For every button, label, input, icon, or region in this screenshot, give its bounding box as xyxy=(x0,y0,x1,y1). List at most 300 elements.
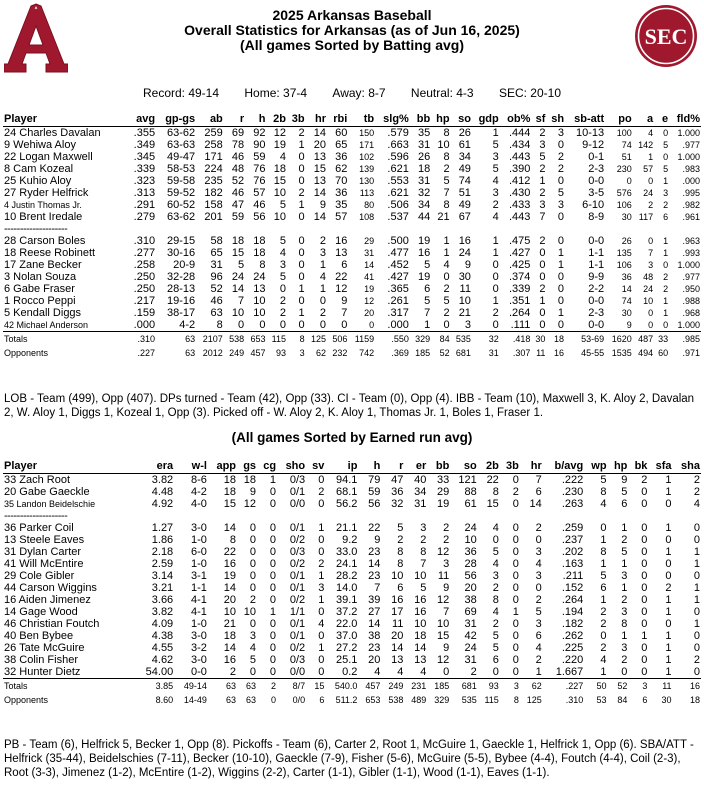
batting-player-name: 8 Cam Kozeal xyxy=(4,163,74,175)
pitching-stat-cell: 18 xyxy=(414,630,427,642)
batting-col-header: gdp xyxy=(472,113,500,127)
pitching-stat-cell: 1 xyxy=(693,618,700,630)
batting-stat-cell: 102 xyxy=(359,152,375,162)
pitching-col-header: gs xyxy=(237,460,257,474)
pitching-col-header: era xyxy=(134,460,174,474)
batting-col-header: po xyxy=(605,113,633,127)
batting-stat-cell: .968 xyxy=(682,308,700,318)
batting-stat-cell: .345 xyxy=(133,151,156,163)
batting-col-header: hr xyxy=(306,113,327,127)
pitching-stat-cell: 1 xyxy=(665,474,672,486)
pitching-stat-cell: 0 xyxy=(641,498,648,510)
pitching-stat-cell: .211 xyxy=(562,570,584,582)
pitching-stat-cell: 1 xyxy=(269,474,277,486)
batting-stat-cell: 76 xyxy=(253,163,266,175)
batting-col-header: ob% xyxy=(500,113,532,127)
pitching-stat-cell: 0 xyxy=(478,666,500,679)
pitching-stat-cell: 12 xyxy=(437,654,450,666)
batting-stat-cell: 15 xyxy=(273,175,287,187)
batting-stat-cell: 15 xyxy=(231,247,245,259)
pitching-stat-cell: 18 xyxy=(223,486,237,498)
batting-stat-cell: 63-62 xyxy=(167,127,196,139)
pitching-table xyxy=(3,460,701,706)
batting-stat-cell: 0 xyxy=(431,319,450,332)
batting-opponents-cell: 63 xyxy=(185,347,196,358)
batting-stat-cell: 1 xyxy=(557,247,565,259)
batting-stat-cell: 0 xyxy=(348,319,375,332)
batting-player-row xyxy=(3,271,701,283)
pitching-stat-cell: 3.82 xyxy=(151,474,174,486)
pitching-stat-cell: 34 xyxy=(414,486,427,498)
pitching-player-name: 29 Cole Gibler xyxy=(4,570,75,582)
pitching-player-name: 14 Gage Wood xyxy=(4,606,78,618)
batting-stat-cell: 61 xyxy=(458,139,471,151)
pitching-stat-cell: 0 xyxy=(641,534,648,546)
pitching-opponents-cell: 489 xyxy=(411,694,427,705)
batting-stat-cell: 3 xyxy=(539,139,546,151)
batting-stat-cell: 0 xyxy=(298,259,305,271)
pitching-stat-cell: 0 xyxy=(693,570,700,582)
pitching-totals-cell: 8/7 xyxy=(277,679,306,694)
batting-stat-cell: 30 xyxy=(621,212,632,222)
pitching-player-row xyxy=(3,618,701,630)
batting-stat-cell: .621 xyxy=(387,187,409,199)
pitching-stat-cell: 22 xyxy=(223,546,237,558)
pitching-stat-cell: 94.1 xyxy=(336,474,358,486)
batting-stat-cell: 9-12 xyxy=(582,139,605,151)
pitching-stat-cell: 0 xyxy=(512,534,519,546)
pitching-stat-cell: 0 xyxy=(535,582,542,594)
batting-stat-cell: 0 xyxy=(245,319,266,332)
batting-stat-cell: 4 xyxy=(279,247,287,259)
batting-stat-cell: 36 xyxy=(335,151,348,163)
pitching-player-name: 31 Dylan Carter xyxy=(4,546,82,558)
pitching-totals-cell: 681 xyxy=(450,679,477,694)
batting-stat-cell: 63-62 xyxy=(167,211,196,223)
batting-stat-cell: 142 xyxy=(638,140,654,150)
batting-stat-cell: 44 xyxy=(417,211,431,223)
batting-player-name: 10 Brent Iredale xyxy=(4,211,83,223)
pitching-col-header: sho xyxy=(277,460,306,474)
pitching-stat-cell: 14 xyxy=(414,642,427,654)
pitching-stat-cell: 0 xyxy=(693,606,700,618)
pitching-stat-cell: 0 xyxy=(249,582,257,594)
pitching-stat-cell: 69 xyxy=(464,606,477,618)
pitching-stat-cell: 5 xyxy=(621,486,628,498)
batting-stat-cell: 5 xyxy=(539,151,546,163)
pitching-player-row xyxy=(3,570,701,582)
batting-stat-cell: .279 xyxy=(133,211,156,223)
batting-stat-cell: 14 xyxy=(313,127,326,139)
pitching-stat-cell: 1 xyxy=(665,654,672,666)
pitching-stat-cell: 21 xyxy=(223,618,237,630)
pitching-player-name: 16 Aiden Jimenez xyxy=(4,594,91,606)
batting-opponents-cell: .971 xyxy=(682,347,700,358)
batting-col-header: so xyxy=(451,113,472,127)
pitching-stat-cell: 0/1 xyxy=(289,522,306,534)
pitching-player-row xyxy=(3,606,701,618)
batting-stat-cell: 5 xyxy=(424,295,431,307)
batting-opponents-cell: 185 xyxy=(415,347,431,358)
pitching-stat-cell: 3 xyxy=(535,570,542,582)
batting-stat-cell: 0 xyxy=(319,295,326,307)
batting-stat-cell: 4 xyxy=(319,271,326,283)
batting-stat-cell: 9-9 xyxy=(588,271,605,283)
pitching-stat-cell: 5 xyxy=(492,630,499,642)
pitching-stat-cell: 0 xyxy=(269,546,277,558)
batting-stat-cell: 5 xyxy=(279,271,287,283)
pitching-stat-cell: .230 xyxy=(561,486,584,498)
batting-stat-cell: 35 xyxy=(417,127,431,139)
pitching-stat-cell: 47 xyxy=(391,474,404,486)
pitching-stat-cell: 0 xyxy=(512,594,519,606)
batting-stat-cell: 150 xyxy=(359,128,375,138)
batting-stat-cell: 70 xyxy=(335,175,348,187)
pitching-totals-cell: 62 xyxy=(520,679,543,694)
batting-stat-cell: 1 xyxy=(557,307,565,319)
pitching-stat-cell: 1 xyxy=(693,546,700,558)
pitching-stat-cell: 6 xyxy=(600,582,607,594)
pitching-opponents-cell: 653 xyxy=(365,694,381,705)
batting-opponents-cell: 1535 xyxy=(611,347,632,358)
pitching-stat-cell: 12 xyxy=(437,546,450,558)
pitching-stat-cell: 0 xyxy=(512,642,519,654)
batting-stat-cell: .250 xyxy=(133,283,156,295)
batting-col-header: Player xyxy=(3,113,127,127)
pitching-stat-cell: 0 xyxy=(641,606,648,618)
pitching-totals-cell: 93 xyxy=(478,679,500,694)
batting-stat-cell: 7 xyxy=(648,248,654,258)
pitching-stat-cell: 0 xyxy=(512,558,519,570)
pitching-stat-cell: 3 xyxy=(443,558,450,570)
pitching-stat-cell: 18 xyxy=(223,474,237,486)
batting-stat-cell: .950 xyxy=(682,284,700,294)
pitching-stat-cell: 3 xyxy=(318,582,325,594)
pitching-stat-cell: 1-1 xyxy=(191,582,207,594)
pitching-stat-cell: .263 xyxy=(561,498,584,510)
batting-stat-cell: 3 xyxy=(557,199,565,211)
batting-stat-cell: 19-16 xyxy=(167,295,196,307)
batting-stat-cell: 51 xyxy=(621,152,632,162)
batting-stat-cell: 47 xyxy=(231,199,245,211)
batting-stat-cell: .434 xyxy=(508,139,531,151)
pitching-totals-cell: 63 xyxy=(237,679,257,694)
pitching-stat-cell: 4 xyxy=(600,498,607,510)
batting-stat-cell: 49 xyxy=(458,163,471,175)
batting-totals-cell: 8 xyxy=(287,332,306,347)
pitching-stat-cell: 0 xyxy=(249,546,257,558)
batting-stat-cell: 18 xyxy=(417,163,431,175)
batting-stat-cell: 130 xyxy=(359,176,375,186)
pitching-stat-cell: 4 xyxy=(492,558,499,570)
batting-stat-cell: 13 xyxy=(313,175,326,187)
pitching-stat-cell: 9 xyxy=(443,582,450,594)
batting-totals-cell: 63 xyxy=(156,332,196,347)
pitching-stat-cell: 16 xyxy=(414,606,427,618)
pitching-stat-cell: 2 xyxy=(665,582,672,594)
batting-opponents-cell: 45-55 xyxy=(581,347,605,358)
batting-stat-cell: 3 xyxy=(557,127,565,139)
pitching-opponents-cell: 30 xyxy=(661,694,672,705)
pitching-opponents-label: Opponents xyxy=(4,694,49,705)
pitching-stat-cell: 5 xyxy=(492,642,499,654)
batting-stat-cell: 201 xyxy=(204,211,223,223)
pitching-stat-cell: 1 xyxy=(621,630,628,642)
batting-stat-cell: .977 xyxy=(682,140,700,150)
batting-col-header: e xyxy=(654,113,669,127)
batting-stat-cell: 0 xyxy=(633,319,654,332)
batting-stat-cell: 4 xyxy=(279,151,287,163)
pitching-stat-cell: 14 xyxy=(223,582,237,594)
batting-stat-cell: 29 xyxy=(364,236,375,246)
pitching-stat-cell: 1 xyxy=(621,522,628,534)
pitching-stat-cell: 0 xyxy=(269,570,277,582)
pitching-stat-cell: 10 xyxy=(437,618,450,630)
pitching-opponents-cell: 125 xyxy=(526,694,542,705)
batting-stat-cell: 0 xyxy=(224,319,245,332)
batting-stat-cell: 171 xyxy=(359,140,375,150)
pitching-stat-cell: 0 xyxy=(600,522,607,534)
pitching-stat-cell: 5 xyxy=(397,522,404,534)
pitching-stat-cell: 4 xyxy=(492,522,499,534)
batting-opponents-cell: 2012 xyxy=(202,347,223,358)
pitching-stat-cell: 12 xyxy=(437,594,450,606)
batting-stat-cell: 10 xyxy=(458,295,471,307)
batting-stat-cell: 2 xyxy=(319,235,326,247)
pitching-stat-cell: 31 xyxy=(464,654,477,666)
pitching-stat-cell: 1 xyxy=(520,666,543,679)
batting-col-header: 2b xyxy=(267,113,288,127)
pitching-stat-cell: 33.0 xyxy=(336,546,358,558)
batting-totals-cell: 33 xyxy=(654,332,669,347)
batting-stat-cell: 0 xyxy=(267,319,288,332)
batting-stat-cell: 0 xyxy=(531,319,546,332)
batting-stat-cell: .217 xyxy=(133,295,156,307)
pitching-stat-cell: 0 xyxy=(269,534,277,546)
batting-player-row xyxy=(3,307,701,319)
pitching-stat-cell: 0 xyxy=(269,522,277,534)
batting-stat-cell: .506 xyxy=(387,199,409,211)
batting-totals-cell: 53-69 xyxy=(565,332,605,347)
pitching-stat-cell: 0 xyxy=(512,630,519,642)
batting-stat-cell: 20 xyxy=(313,139,326,151)
pitching-stat-cell: 2 xyxy=(249,594,257,606)
pitching-stat-cell: 7 xyxy=(535,474,542,486)
pitching-stat-cell: 20 xyxy=(223,594,237,606)
pitching-stat-cell: 18 xyxy=(223,630,237,642)
pitching-notes: PB - Team (6), Helfrick 5, Becker 1, Opp (8). Pickoffs - Team (6), Carter 2, Root 1, McGuire 1, Gaeckle 1, Helfrick 1, Opp (6). SBA/ATT - Helfrick (35-44), Beidelschies (7-11), Becker (10-10), Gaeckle (7-9), Fisher (5-6), McGuire (5-5), Bybee (4-4), Foutch (4-4), Coil (2-3), Root (3-3), Jimenez (1-2), McEntire (1-2), Wiggins (2-2), Carter (1-1), Gibler (1-1), Wood (1-1), Eaves (1-1). xyxy=(4,739,694,779)
pitching-opponents-cell: 8.60 xyxy=(155,694,174,705)
batting-stat-cell: 2 xyxy=(648,200,654,210)
batting-stat-cell: 6 xyxy=(341,259,348,271)
pitching-stat-cell: 4 xyxy=(381,666,404,679)
pitching-stat-cell: 0 xyxy=(665,558,672,570)
batting-player-row xyxy=(3,187,701,199)
batting-stat-cell: .427 xyxy=(387,271,409,283)
batting-stat-cell: 10-13 xyxy=(575,127,605,139)
pitching-stat-cell: 4.92 xyxy=(151,498,174,510)
pitching-stat-cell: 0 xyxy=(628,666,648,679)
batting-stat-cell: 0 xyxy=(648,176,654,186)
batting-col-header: sh xyxy=(546,113,565,127)
batting-stat-cell: 49 xyxy=(458,199,471,211)
pitching-stat-cell: 2 xyxy=(208,666,237,679)
batting-stat-cell: 0 xyxy=(298,247,305,259)
separator-dashes: -------------------- xyxy=(4,223,68,235)
pitching-stat-cell: 3.66 xyxy=(151,594,174,606)
batting-stat-cell: .159 xyxy=(133,307,156,319)
batting-stat-cell: 8 xyxy=(196,319,224,332)
pitching-stat-cell: 56 xyxy=(368,498,381,510)
batting-col-header: gp-gs xyxy=(156,113,196,127)
batting-player-name: 24 Charles Davalan xyxy=(4,127,101,139)
batting-opponents-cell: .307 xyxy=(512,347,531,358)
pitching-stat-cell: 1 xyxy=(665,522,672,534)
batting-stat-cell: .500 xyxy=(387,235,409,247)
pitching-stat-cell: 6 xyxy=(397,582,404,594)
batting-stat-cell: 57 xyxy=(643,164,654,174)
pitching-stat-cell: 0 xyxy=(318,474,325,486)
batting-stat-cell: 96 xyxy=(210,271,223,283)
batting-stat-cell: 2 xyxy=(298,127,305,139)
pitching-stat-cell: 0 xyxy=(318,654,325,666)
pitching-stat-cell: 4 xyxy=(358,666,381,679)
batting-stat-cell: 9 xyxy=(605,319,633,332)
batting-col-header: ab xyxy=(196,113,224,127)
batting-col-header: sb-att xyxy=(565,113,605,127)
batting-stat-cell: 46 xyxy=(231,187,245,199)
pitching-stat-cell: 121 xyxy=(458,474,477,486)
batting-stat-cell: 31 xyxy=(417,139,431,151)
pitching-stat-cell: 1 xyxy=(693,582,700,594)
pitching-stat-cell: 3 xyxy=(535,546,542,558)
batting-stat-cell: 74 xyxy=(458,175,471,187)
pitching-totals-cell: 3 xyxy=(628,679,648,694)
pitching-stat-cell: 0.2 xyxy=(325,666,358,679)
batting-stat-cell: .663 xyxy=(387,139,409,151)
pitching-stat-cell: 0 xyxy=(512,522,519,534)
batting-stat-cell: .430 xyxy=(508,187,531,199)
pitching-stat-cell: 1-0 xyxy=(191,618,207,630)
pitching-stat-cell: .194 xyxy=(561,606,584,618)
batting-stat-cell: .444 xyxy=(508,127,531,139)
batting-stat-cell: 9 xyxy=(319,199,326,211)
batting-stat-cell: 10 xyxy=(437,139,450,151)
batting-stat-cell: 0 xyxy=(663,260,669,270)
batting-stat-cell: 1 xyxy=(298,307,305,319)
batting-opponents-cell: 11 xyxy=(536,347,546,358)
pitching-col-header: w-l xyxy=(174,460,208,474)
pitching-col-header: b/avg xyxy=(543,460,584,474)
batting-stat-cell: .317 xyxy=(387,307,409,319)
pitching-stat-cell: 0 xyxy=(641,570,648,582)
pitching-stat-cell: 36 xyxy=(464,546,477,558)
pitching-opponents-cell: 6 xyxy=(319,694,325,705)
pitching-stat-cell: 3 xyxy=(420,522,427,534)
pitching-stat-cell: 1 xyxy=(641,630,648,642)
batting-stat-cell: .355 xyxy=(133,127,156,139)
pitching-stat-cell: 0 xyxy=(641,618,648,630)
pitching-col-header: er xyxy=(404,460,427,474)
pitching-col-header: hr xyxy=(520,460,543,474)
pitching-stat-cell: 0 xyxy=(665,618,672,630)
batting-opponents-cell: 31 xyxy=(488,347,499,358)
batting-player-name: 1 Rocco Peppi xyxy=(4,295,76,307)
pitching-stat-cell: 8 xyxy=(600,486,607,498)
pitching-stat-cell: .152 xyxy=(561,582,584,594)
batting-stat-cell: 0-0 xyxy=(588,235,605,247)
batting-stat-cell: 2 xyxy=(663,272,669,282)
batting-stat-cell: 0 xyxy=(654,319,669,332)
pitching-stat-cell: 2 xyxy=(318,486,325,498)
pitching-stat-cell: 0 xyxy=(641,654,648,666)
batting-stat-cell: 59-58 xyxy=(167,175,196,187)
batting-player-name: 4 Justin Thomas Jr. xyxy=(4,200,82,210)
pitching-stat-cell: 0 xyxy=(269,498,277,510)
batting-opponents-cell: .369 xyxy=(391,347,409,358)
pitching-stat-cell: 12 xyxy=(243,498,257,510)
pitching-stat-cell: 38 xyxy=(464,594,477,606)
batting-stat-cell: 74 xyxy=(621,140,632,150)
pitching-stat-cell: 5 xyxy=(420,582,427,594)
pitching-stat-cell: 9 xyxy=(374,534,381,546)
batting-stat-cell: 49-47 xyxy=(167,151,196,163)
pitching-stat-cell: 9.2 xyxy=(342,534,358,546)
pitching-opponents-cell: 8 xyxy=(513,694,519,705)
batting-stat-cell: 4 xyxy=(492,211,499,223)
pitching-totals-cell: 249 xyxy=(381,679,404,694)
batting-stat-cell: 2 xyxy=(443,283,450,295)
batting-stat-cell: .596 xyxy=(387,151,409,163)
pitching-stat-cell: 0 xyxy=(641,486,648,498)
batting-totals-cell: 538 xyxy=(224,332,245,347)
pitching-stat-cell: 16 xyxy=(414,594,427,606)
batting-player-name: 42 Michael Anderson xyxy=(3,319,127,332)
batting-stat-cell: 26 xyxy=(621,236,632,246)
batting-stat-cell: 0 xyxy=(298,271,305,283)
batting-stat-cell: 57 xyxy=(253,187,266,199)
pitching-stat-cell: 4-1 xyxy=(191,606,207,618)
pitching-stat-cell: 42 xyxy=(464,630,477,642)
batting-stat-cell: 1 xyxy=(319,259,326,271)
batting-stat-cell: 2 xyxy=(539,163,546,175)
batting-stat-cell: .537 xyxy=(387,211,409,223)
pitching-stat-cell: 0 xyxy=(512,546,519,558)
pitching-stat-cell: 6 xyxy=(621,498,628,510)
batting-player-row xyxy=(3,247,701,259)
pitching-stat-cell: 20 xyxy=(464,582,477,594)
pitching-col-header: sha xyxy=(673,460,701,474)
pitching-stat-cell: 0 xyxy=(269,618,277,630)
batting-stat-cell: 1.000 xyxy=(677,128,700,138)
batting-totals-cell: 1620 xyxy=(605,332,633,347)
batting-stat-cell: 1 xyxy=(648,152,654,162)
batting-col-header: hp xyxy=(431,113,450,127)
batting-stat-cell: 1 xyxy=(492,295,499,307)
pitching-stat-cell: 0 xyxy=(269,582,277,594)
pitching-stat-cell: 28.2 xyxy=(336,570,358,582)
pitching-stat-cell: 1 xyxy=(621,558,628,570)
pitching-col-header: sv xyxy=(306,460,325,474)
batting-player-row xyxy=(3,151,701,163)
pitching-stat-cell: 0/3 xyxy=(289,654,306,666)
pitching-stat-cell: 2 xyxy=(535,594,542,606)
pitching-col-header: 2b xyxy=(478,460,500,474)
batting-stat-cell: 19 xyxy=(273,139,287,151)
pitching-stat-cell: 2 xyxy=(600,618,607,630)
pitching-stat-cell: 8 xyxy=(229,534,237,546)
batting-stat-cell: 0 xyxy=(492,259,499,271)
